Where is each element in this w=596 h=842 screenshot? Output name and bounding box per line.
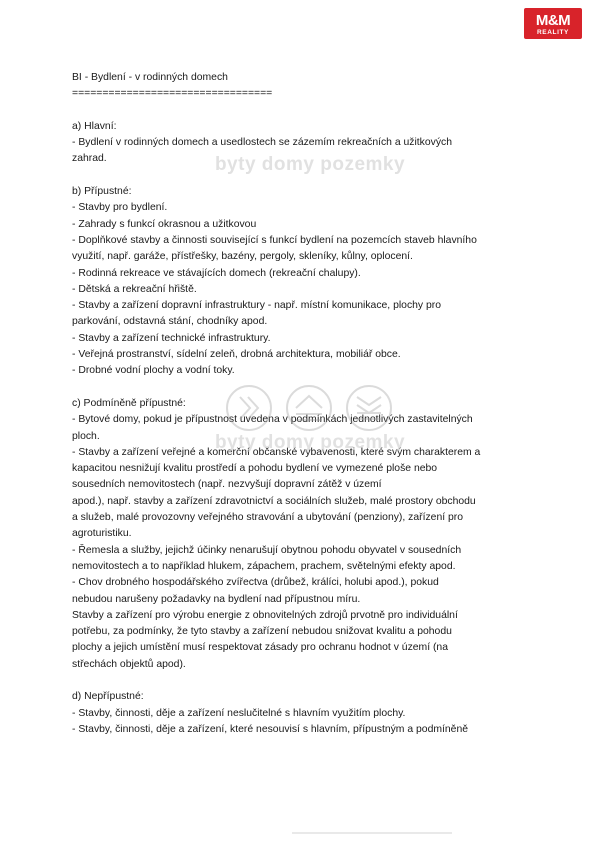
logo-text: M&M — [535, 12, 571, 29]
document-line: - Veřejná prostranství, sídelní zeleň, drobná architektura, mobiliář obce. — [72, 349, 401, 361]
document-line: - Zahrady s funkcí okrasnou a užitkovou — [72, 218, 257, 230]
document-line: - Bytové domy, pokud je přípustnost uvedena v podmínkách jednotlivých zastavitelných — [72, 414, 473, 426]
document-line: - Stavby a zařízení dopravní infrastruktury - např. místní komunikace, plochy pro — [72, 300, 442, 312]
document-line: - Dětská a rekreační hřiště. — [72, 283, 197, 295]
document-line: - Stavby a zařízení veřejné a komerční občanské vybavenosti, které svým charakterem a — [72, 446, 481, 458]
document-line: ploch. — [72, 430, 100, 442]
watermark-logo-icon — [224, 383, 394, 433]
document-line: - Stavby, činnosti, děje a zařízení, které nesouvisí s hlavním, přípustným a podmíněně — [72, 723, 469, 735]
blank-line — [72, 168, 532, 184]
document-line: d) Nepřípustné: — [72, 691, 144, 703]
document-line: - Chov drobného hospodářského zvířectva (drůbež, králíci, holubi apod.), pokud — [72, 577, 439, 589]
document-line: sousedních nemovitostech (např. nezvyšují dopravní zátěž v území — [72, 479, 382, 491]
blank-line — [72, 673, 532, 689]
watermark-text-top: byty domy pozemky — [214, 154, 406, 175]
document-line: využití, např. garáže, přístřešky, bazény, pergoly, skleníky, kůlny, oplocení. — [72, 251, 413, 263]
document-line: parkování, odstavná stání, chodníky apod. — [72, 316, 268, 328]
document-line: potřebu, za podmínky, že tyto stavby a zařízení nebudou snižovat kvalitu a pohodu — [72, 626, 452, 638]
document-line: střechách objektů apod). — [72, 658, 186, 670]
document-line: a služeb, malé provozovny veřejného stravování a ubytování (penziony), zařízení pro — [72, 512, 464, 524]
document-line: nebudou narušeny požadavky na bydlení nad přípustnou míru. — [72, 593, 361, 605]
document-line: - Doplňkové stavby a činnosti související s funkcí bydlení na pozemcích staveb hlavního — [72, 234, 477, 246]
document-line: b) Přípustné: — [72, 186, 132, 198]
document-line: - Stavby a zařízení technické infrastruktury. — [72, 332, 271, 344]
logo-subtext: REALITY — [536, 29, 569, 36]
document-line: - Drobné vodní plochy a vodní toky. — [72, 365, 235, 377]
document-line: - Bydlení v rodinných domech a usedlostech se zázemím rekreačních a užitkových — [72, 137, 453, 149]
document-line: nemovitostech a to například hlukem, zápachem, prachem, světelnými efekty apod. — [72, 560, 456, 572]
document-line: kapacitou nesnižují kvalitu prostředí a pohodu bydlení ve vymezené ploše nebo — [72, 463, 438, 475]
document-line: zahrad. — [72, 153, 107, 165]
mm-reality-logo — [524, 8, 582, 39]
blank-line — [72, 103, 532, 119]
document-line: apod.), např. stavby a zařízení zdravotnictví a sociálních služeb, malé prostory obchodu — [72, 495, 476, 507]
document-line: agroturistiku. — [72, 528, 132, 540]
document-line: Stavby a zařízení pro výrobu energie z obnovitelných zdrojů prvotně pro individuální — [72, 609, 458, 621]
document-line: - Stavby, činnosti, děje a zařízení neslučitelné s hlavním využitím plochy. — [72, 707, 406, 719]
watermark-text: byty domy pozemky — [214, 432, 406, 453]
document-line: BI - Bydlení - v rodinných domech — [72, 72, 228, 83]
document-line: - Řemesla a služby, jejichž účinky nenarušují obytnou pohodu obyvatel v sousedních — [72, 544, 462, 556]
scan-artifact — [292, 832, 452, 834]
document-line: - Rodinná rekreace ve stávajících domech (rekreační chalupy). — [72, 267, 361, 279]
document-line: - Stavby pro bydlení. — [72, 202, 168, 214]
document-line: plochy a jejich umístění musí respektovat zásady pro ochranu hodnot v území (na — [72, 642, 448, 654]
document-line: a) Hlavní: — [72, 120, 117, 132]
document-line: c) Podmíněně přípustné: — [72, 397, 186, 409]
document-line: ================================= — [72, 88, 273, 100]
